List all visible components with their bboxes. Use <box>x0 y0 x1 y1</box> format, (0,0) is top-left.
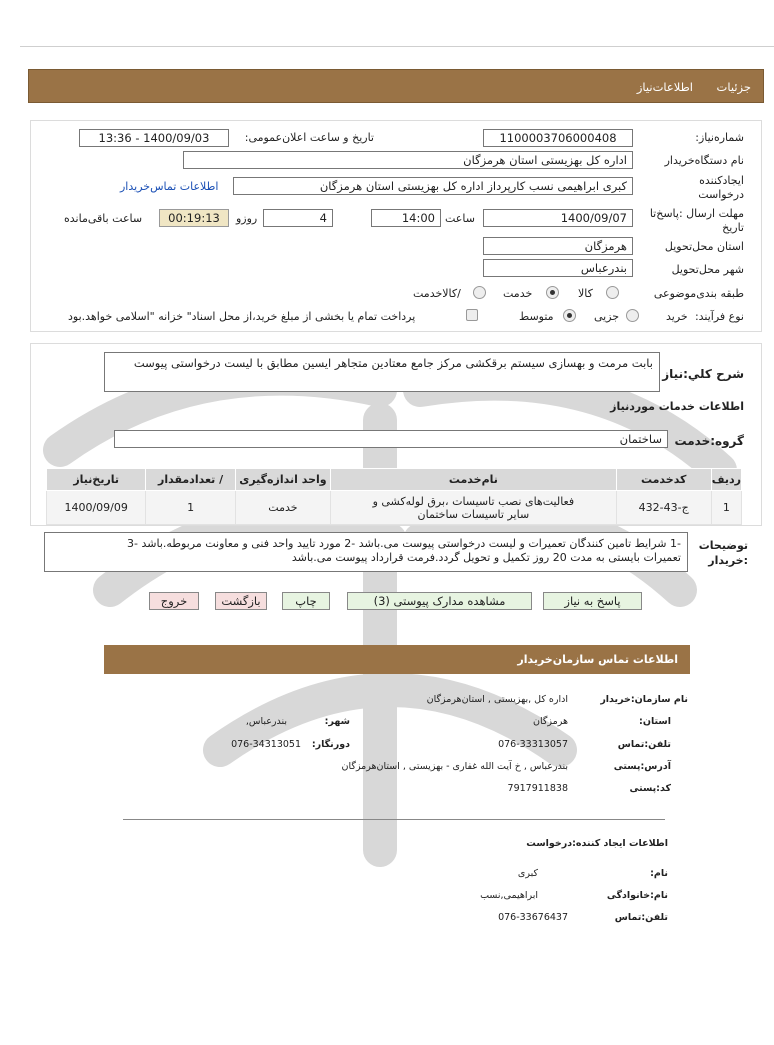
remaining-timer: 00:19:13 <box>159 209 229 227</box>
creator-field: کبری ابراهیمی نسب کارپرداز اداره کل بهزیستی استان هرمزگان <box>233 177 633 195</box>
creator-label-1: ایجادکننده <box>699 174 744 187</box>
col-row: ردیف <box>711 469 741 491</box>
announce-label: تاریخ و ساعت اعلان‌عمومی: <box>244 131 374 144</box>
col-qty: / تعدادمقدار <box>146 469 235 491</box>
need-number-field: 1100003706000408 <box>483 129 633 147</box>
creator-label-2: درخواست <box>698 188 744 201</box>
deadline-time-field: 14:00 <box>371 209 441 227</box>
province-field: هرمزگان <box>483 237 633 255</box>
view-attachments-button[interactable]: مشاهده مدارک پیوستی (3) <box>347 592 532 610</box>
table-row <box>47 491 742 525</box>
contact-city-label: شهر: <box>324 716 350 727</box>
notes-field <box>44 532 688 572</box>
category-label: طبقه بندی‌موضوعی <box>653 287 744 300</box>
contact-postal-value: 7917911838 <box>507 783 568 794</box>
category-option-service: خدمت <box>503 287 533 300</box>
tab-details[interactable]: جزئیات <box>716 80 751 94</box>
contact-org-value: اداره کل ,بهزیستی , استان‌هرمزگان <box>426 694 568 705</box>
contact-divider <box>123 819 665 820</box>
table-header-row <box>47 469 742 491</box>
process-label: نوع فرآیند: <box>694 310 744 323</box>
creator-family-value: ابراهیمی,نسب <box>480 890 538 901</box>
exit-button[interactable]: خروج <box>149 592 199 610</box>
notes-label-2: :خریدار <box>708 554 748 567</box>
buyer-contact-link[interactable]: اطلاعات تماس‌خریدار <box>120 180 219 193</box>
group-field: ساختمان <box>114 430 668 448</box>
creator-phone-label: تلفن:تماس <box>614 912 668 923</box>
cell-row: 1 <box>711 491 741 525</box>
creator-name-value: کبری <box>517 868 538 879</box>
col-date: تاریخ‌نیاز <box>47 469 146 491</box>
city-label: شهر محل‌تحویل <box>671 263 744 276</box>
category-radio-service[interactable] <box>546 286 559 299</box>
contact-phone-label: تلفن:تماس <box>617 739 671 750</box>
contact-phone-value: 076-33313057 <box>498 739 568 750</box>
treasury-checkbox[interactable] <box>466 309 478 321</box>
services-table <box>46 468 742 525</box>
creator-name-label: نام: <box>650 868 668 879</box>
announce-field: 1400/09/03 - 13:36 <box>79 129 229 147</box>
summary-label: شرح کلي:نیاز <box>662 367 744 381</box>
creator-phone-value: 076-33676437 <box>498 912 568 923</box>
creator-info-title: اطلاعات ایجاد کننده:درخواست <box>526 838 668 849</box>
need-number-label: شماره‌نیاز: <box>695 131 744 144</box>
summary-text: بابت مرمت و بهسازی سیستم برقکشی مرکز جامع معتادین متجاهر ایسین مطابق با لیست درخواستی پیوست <box>104 352 660 392</box>
tab-need-info[interactable]: اطلاعات‌نیاز <box>636 80 693 94</box>
print-button[interactable]: چاپ <box>282 592 330 610</box>
buyer-org-label: نام دستگاه‌خریدار <box>664 154 744 167</box>
remaining-label: ساعت باقی‌مانده <box>64 212 143 225</box>
cell-name-line-1: فعالیت‌های نصب تاسیسات ،برق لوله‌کشی و <box>372 494 575 508</box>
category-option-goods: کالا <box>578 287 593 300</box>
contact-city-value: بندرعباس, <box>245 716 287 727</box>
process-radio-medium[interactable] <box>563 309 576 322</box>
buyer-contact-bar <box>104 645 690 674</box>
col-unit: واحد اندازه‌گیری <box>235 469 330 491</box>
deadline-label-2: تاریخ <box>722 221 744 234</box>
contact-province-label: استان: <box>639 716 671 727</box>
process-value: خرید <box>666 310 688 323</box>
category-option-goods-service: /کالاخدمت <box>413 287 461 300</box>
buyer-contact-title: اطلاعات تماس سازمان‌خریدار <box>517 653 678 666</box>
city-field: بندرعباس <box>483 259 633 277</box>
contact-org-label: نام سازمان:خریدار <box>600 694 688 705</box>
category-radio-goods[interactable] <box>606 286 619 299</box>
col-code: کدخدمت <box>616 469 711 491</box>
cell-date: 1400/09/09 <box>47 491 146 525</box>
notes-label-1: توضیحات <box>698 539 748 552</box>
contact-address-label: آدرس:پستی <box>613 761 671 772</box>
contact-province-value: هرمزگان <box>533 716 568 727</box>
back-button[interactable]: بازگشت <box>215 592 267 610</box>
process-radio-minor[interactable] <box>626 309 639 322</box>
group-label: گروه:خدمت <box>674 434 744 448</box>
notes-line-2: تعمیرات بایستی به مدت 20 روز تکمیل و تحویل گردد.فرمت قرارداد پیوست می.باشد <box>291 551 681 564</box>
deadline-date-field: 1400/09/07 <box>483 209 633 227</box>
contact-address-value: بندرعباس , خ آیت الله غفاری - بهزیستی , استان‌هرمزگان <box>341 761 568 772</box>
province-label: استان محل‌تحویل <box>664 240 744 253</box>
cell-code: ج-43-432 <box>616 491 711 525</box>
header-bar <box>28 69 764 103</box>
creator-family-label: نام:خانوادگی <box>606 890 668 901</box>
services-title: اطلاعات خدمات موردنیاز <box>610 400 744 413</box>
reply-button[interactable]: پاسخ به نیاز <box>543 592 642 610</box>
col-name: نام‌خدمت <box>331 469 617 491</box>
contact-fax-label: دورنگار: <box>311 739 350 750</box>
cell-qty: 1 <box>146 491 235 525</box>
deadline-label-1: مهلت ارسال :پاسخ‌تا <box>649 207 744 220</box>
contact-postal-label: کد:پستی <box>629 783 671 794</box>
contact-fax-value: 076-34313051 <box>231 739 301 750</box>
category-radio-goods-service[interactable] <box>473 286 486 299</box>
notes-line-1: -1 شرایط تامین کنندگان تعمیرات و لیست درخواستی پیوست می.باشد -2 مورد تایید واحد فنی و معاونت مربوطه.باشد -3 <box>127 537 681 550</box>
deadline-time-label: ساعت <box>445 212 475 225</box>
buyer-org-field: اداره کل بهزیستی استان هرمزگان <box>183 151 633 169</box>
treasury-note: پرداخت تمام یا بخشی از مبلغ خرید،از محل اسناد" خزانه "اسلامی خواهد.بود <box>68 310 416 323</box>
days-field: 4 <box>263 209 333 227</box>
cell-name-line-2: سایر تاسیسات ساختمان <box>417 507 530 521</box>
days-label: روزو <box>236 212 258 225</box>
top-divider <box>20 46 774 47</box>
process-option-minor: جزیی <box>594 310 620 323</box>
process-option-medium: متوسط <box>519 310 554 323</box>
cell-unit: خدمت <box>235 491 330 525</box>
cell-name <box>331 491 617 525</box>
